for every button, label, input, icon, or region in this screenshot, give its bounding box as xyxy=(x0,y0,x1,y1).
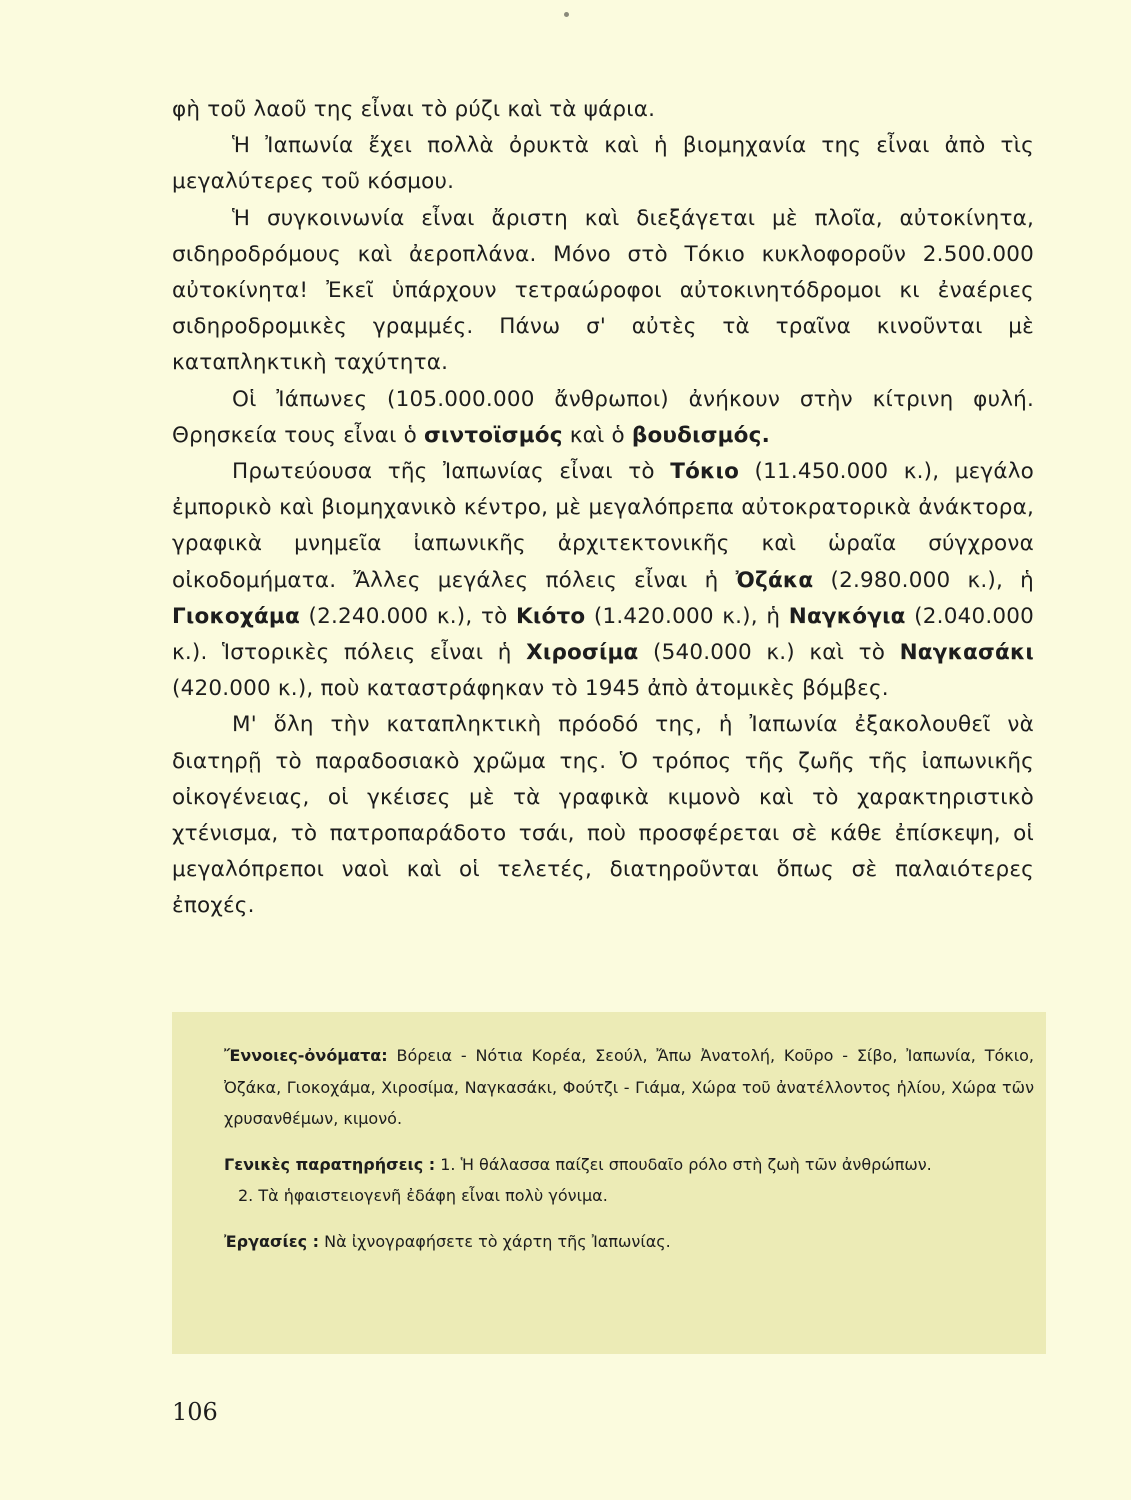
city-osaka: Ὀζάκα xyxy=(735,567,814,593)
remarks-item-1: 1. Ἡ θάλασσα παίζει σπουδαῖο ρόλο στὴ ζωὴ τῶν ἀνθρώπων. xyxy=(435,1154,932,1174)
summary-content xyxy=(224,1040,1034,1257)
remarks-label: Γενικὲς παρατηρήσεις : xyxy=(224,1154,436,1174)
city-nagoya: Ναγκόγια xyxy=(788,603,906,629)
paragraph-5 xyxy=(172,454,1034,707)
main-text xyxy=(172,92,1034,925)
remarks-section xyxy=(224,1149,1034,1181)
city-nagasaki: Ναγκασάκι xyxy=(899,640,1034,666)
paragraph-4 xyxy=(172,382,1034,454)
paragraph-5-text: (1.420.000 κ.), ἡ xyxy=(585,603,789,629)
paragraph-5-text: Πρωτεύουσα τῆς Ἰαπωνίας εἶναι τὸ xyxy=(232,459,671,485)
paragraph-5-text: (2.040.000 κ.). Ἱστορικὲς πόλεις εἶναι ἡ xyxy=(172,603,1034,666)
tasks-label: Ἐργασίες : xyxy=(224,1231,320,1251)
concepts-label: Ἔννοιες-ὀνόματα: xyxy=(224,1046,388,1065)
print-speck xyxy=(564,12,569,17)
city-hiroshima: Χιροσίμα xyxy=(526,640,639,666)
paragraph-5-text: (2.980.000 κ.), ἡ xyxy=(813,567,1034,593)
paragraph-2: Ἡ Ἰαπωνία ἔχει πολλὰ ὀρυκτὰ καὶ ἡ βιομηχανία της εἶναι ἀπὸ τὶς μεγαλύτερες τοῦ κόσμου. xyxy=(172,133,1034,195)
summary-box xyxy=(172,1012,1046,1354)
remarks-item-2: 2. Τὰ ἡφαιστειογενῆ ἐδάφη εἶναι πολὺ γόνιμα. xyxy=(238,1186,608,1205)
paragraph-1: φὴ τοῦ λαοῦ της εἶναι τὸ ρύζι καὶ τὰ ψάρια. xyxy=(172,97,656,122)
concepts-text: Βόρεια - Νότια Κορέα, Σεούλ, Ἄπω Ἀνατολή, Κοῦρο - Σίβο, Ἰαπωνία, Τόκιο, Ὀζάκα, Γιοκοχάμα, Χιροσίμα, Ναγκασάκι, Φούτζι - Γιάμα, Χώρα τοῦ ἀνατέλλοντος ἡλίου, Χώρα τῶν χρυσανθέμων, κιμονό. xyxy=(224,1046,1034,1128)
term-buddhism: βουδισμός. xyxy=(631,422,770,448)
city-kyoto: Κιότο xyxy=(516,603,586,629)
paragraph-4-text: Οἱ Ἰάπωνες (105.000.000 ἄνθρωποι) ἀνήκουν στὴν κίτρινη φυλή. Θρησκεία τους εἶναι ὁ xyxy=(172,386,1034,448)
paragraph-3: Ἡ συγκοινωνία εἶναι ἄριστη καὶ διεξάγεται μὲ πλοῖα, αὐτοκίνητα, σιδηροδρόμους καὶ ἀεροπλάνα. Μόνο στὸ Τόκιο κυκλοφοροῦν 2.500.000 αὐτοκίνητα! Ἐκεῖ ὑπάρχουν τετραώροφοι αὐτοκινητόδρομοι κι ἐναέριες σιδηροδρομικὲς γραμμές. Πάνω σ' αὐτὲς τὰ τραῖνα κινοῦνται μὲ καταπληκτικὴ ταχύτητα. xyxy=(172,205,1034,376)
paragraph-6: Μ' ὅλη τὴν καταπληκτικὴ πρόοδό της, ἡ Ἰαπωνία ἐξακολουθεῖ νὰ διατηρῇ τὸ παραδοσιακὸ χρῶμα της. Ὁ τρόπος τῆς ζωῆς τῆς ἰαπωνικῆς οἰκογένειας, οἱ γκέισες μὲ τὰ γραφικὰ κιμονὸ καὶ τὸ χαρακτηριστικὸ χτένισμα, τὸ πατροπαράδοτο τσάι, ποὺ προσφέρεται σὲ κάθε ἐπίσκεψη, οἱ μεγαλόπρεποι ναοὶ καὶ οἱ τελετές, διατηροῦνται ὅπως σὲ παλαιότερες ἐποχές. xyxy=(172,712,1034,919)
paragraph-5-text: (540.000 κ.) καὶ τὸ xyxy=(638,640,900,666)
tasks-text: Νὰ ἰχνογραφήσετε τὸ χάρτη τῆς Ἰαπωνίας. xyxy=(319,1231,671,1251)
paragraph-4-text: καὶ ὁ xyxy=(562,422,632,448)
paragraph-5-text: (11.450.000 κ.), μεγάλο ἐμπορικὸ καὶ βιομηχανικὸ κέντρο, μὲ μεγαλόπρεπα αὐτοκρατορικὰ ἀνάκτορα, γραφικὰ μνημεῖα ἰαπωνικῆς ἀρχιτεκτονικῆς καὶ ὡραῖα σύγχρονα οἰκοδομήματα. Ἄλλες μεγάλες πόλεις εἶναι ἡ xyxy=(172,459,1035,593)
page-number: 106 xyxy=(172,1398,218,1426)
term-shinto: σιντοϊσμός xyxy=(423,422,563,448)
concepts-section xyxy=(224,1040,1034,1135)
paragraph-5-text: (2.240.000 κ.), τὸ xyxy=(299,603,517,629)
paragraph-5-text: (420.000 κ.), ποὺ καταστράφηκαν τὸ 1945 ἀπὸ ἀτομικὲς βόμβες. xyxy=(172,676,889,702)
city-yokohama: Γιοκοχάμα xyxy=(172,603,300,629)
tasks-section xyxy=(224,1226,1034,1258)
city-tokyo: Τόκιο xyxy=(670,459,740,485)
